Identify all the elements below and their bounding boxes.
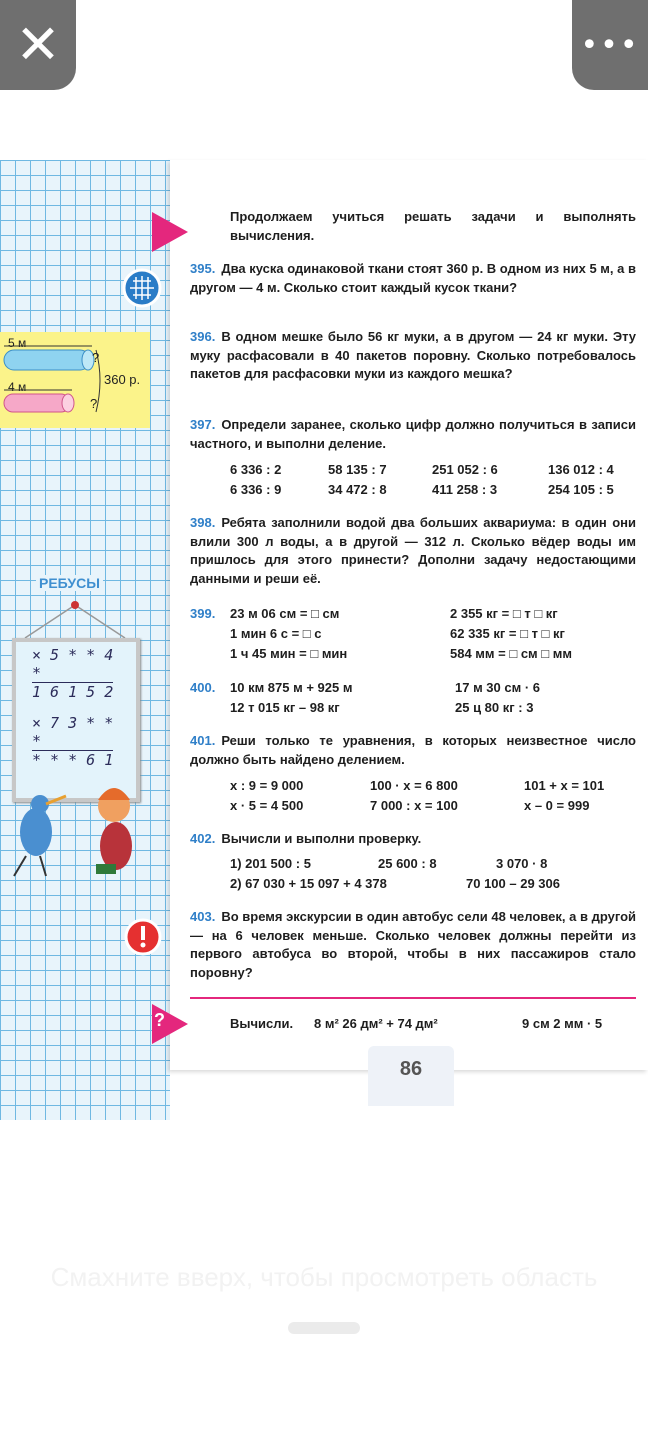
task-number: 395. (190, 261, 216, 276)
expr: 62 335 кг = □ т □ кг (450, 626, 565, 641)
fabric-price: 360 р. (104, 372, 141, 387)
task-text: Определи заранее, сколько цифр должно получиться в записи частного, и выполни деление. (190, 417, 636, 451)
fabric-top-length: 5 м (8, 336, 27, 350)
fabric-top-question: ? (92, 350, 100, 365)
expr: 23 м 06 см = □ см (230, 606, 340, 621)
page-number: 86 (399, 1058, 423, 1080)
rebus-line-3: 1 6 1 5 2 (32, 683, 114, 701)
expr: 25 ц 80 кг : 3 (455, 700, 534, 715)
task-395 (190, 260, 636, 297)
task-number: 398. (190, 515, 216, 530)
expr: 34 472 : 8 (328, 482, 387, 497)
divider (190, 997, 636, 999)
intro-text: Продолжаем учиться решать задачи и выполнять вычисления. (230, 209, 636, 243)
task-401 (190, 732, 636, 769)
expr: 2 355 кг = □ т □ кг (450, 606, 558, 621)
close-button[interactable] (0, 0, 76, 90)
expr: 70 100 – 29 306 (466, 876, 560, 891)
bonus-label: Вычисли. (230, 1016, 294, 1031)
expr: 7 000 : x = 100 (370, 798, 458, 813)
board-hanger (20, 600, 130, 642)
task-text: В одном мешке было 56 кг муки, а в другом — 24 кг муки. Эту муку расфасовали в 40 пакетов поровну. Сколько потребовалось пакетов для расфасовки муки из каждого мешка? (190, 329, 636, 381)
expr: x – 0 = 999 (524, 798, 590, 813)
task-398 (190, 514, 636, 588)
task-text: Реши только те уравнения, в которых неизвестное число должно быть найдено делением. (190, 733, 636, 767)
expr: 58 135 : 7 (328, 462, 387, 477)
viewer-top-bar (0, 0, 648, 160)
rebus-board (12, 638, 140, 802)
task-403 (190, 908, 636, 982)
expr: 101 + x = 101 (524, 778, 605, 793)
task-number: 403. (190, 909, 216, 924)
expr: 6 336 : 2 (230, 462, 282, 477)
expr: 251 052 : 6 (432, 462, 498, 477)
question-icon: ? (154, 1010, 165, 1030)
rebus-line-4: × 7 3 * * (32, 714, 114, 732)
rebus-line-2: * (32, 664, 42, 682)
expr: 136 012 : 4 (548, 462, 614, 477)
rebus-title: РЕБУСЫ (36, 575, 103, 591)
expr: 1 мин 6 с = □ с (230, 626, 322, 641)
textbook-page (0, 160, 648, 1120)
cartoon-characters (6, 780, 146, 880)
close-icon: ✕ (15, 13, 61, 76)
task-text: Два куска одинаковой ткани стоят 360 р. В одном из них 5 м, а в другом — 4 м. Сколько стоит каждый кусок ткани? (190, 261, 636, 295)
task-397 (190, 416, 636, 453)
task-number: 399. (190, 606, 216, 621)
expr: 6 336 : 9 (230, 482, 282, 497)
task-396 (190, 328, 636, 384)
rebus-line-5: * (32, 732, 42, 750)
task-number: 400. (190, 680, 216, 695)
fabric-bottom-length: 4 м (8, 380, 27, 394)
more-button[interactable] (572, 0, 648, 90)
warning-icon (124, 918, 162, 956)
expr: 17 м 30 см · 6 (455, 680, 541, 695)
bonus-expr-2: 9 см 2 мм · 5 (522, 1016, 603, 1031)
task-number: 401. (190, 733, 216, 748)
expr: 3 070 · 8 (496, 856, 548, 871)
intro-arrow-icon (152, 212, 188, 252)
rebus-line-1: × 5 * * 4 (32, 646, 114, 664)
expr: 2) 67 030 + 15 097 + 4 378 (230, 876, 387, 891)
task-number: 402. (190, 831, 216, 846)
fabric-illustration (0, 332, 150, 428)
bonus-expr-1: 8 м² 26 дм² + 74 дм² (314, 1016, 438, 1031)
expr: 411 258 : 3 (432, 482, 498, 497)
home-indicator[interactable] (288, 1322, 360, 1334)
task-number: 397. (190, 417, 216, 432)
expr: 254 105 : 5 (548, 482, 614, 497)
expr: 1 ч 45 мин = □ мин (230, 646, 348, 661)
expr: 25 600 : 8 (378, 856, 437, 871)
expr: 1) 201 500 : 5 (230, 856, 311, 871)
task-text: Ребята заполнили водой два больших аквариума: в один они влили 300 л воды, а в другой — 312 л. Сколько вёдер воды им пришлось для этого принести? Дополни задачу недостающими данными и реши её. (190, 515, 636, 586)
expr: 10 км 875 м + 925 м (230, 680, 353, 695)
task-text: Во время экскурсии в один автобус сели 48 человек, а в другой — на 6 человек меньше. Сколько человек должны перейти из первого автобуса во второй, чтобы в них пассажиров стало поровну? (190, 909, 636, 980)
expr: x : 9 = 9 000 (230, 778, 304, 793)
expr: 100 · x = 6 800 (370, 778, 458, 793)
swipe-hint: Смахните вверх, чтобы просмотреть область (50, 1262, 598, 1292)
task-text: Вычисли и выполни проверку. (221, 831, 422, 846)
more-icon: ••• (580, 27, 640, 63)
rebus-line-6: * * * 6 1 (32, 751, 114, 769)
globe-icon (122, 268, 162, 308)
fabric-bottom-question: ? (90, 396, 98, 411)
expr: x · 5 = 4 500 (230, 798, 304, 813)
expr: 12 т 015 кг – 98 кг (230, 700, 340, 715)
task-number: 396. (190, 329, 216, 344)
task-402 (190, 830, 636, 849)
expr: 584 мм = □ см □ мм (450, 646, 572, 661)
